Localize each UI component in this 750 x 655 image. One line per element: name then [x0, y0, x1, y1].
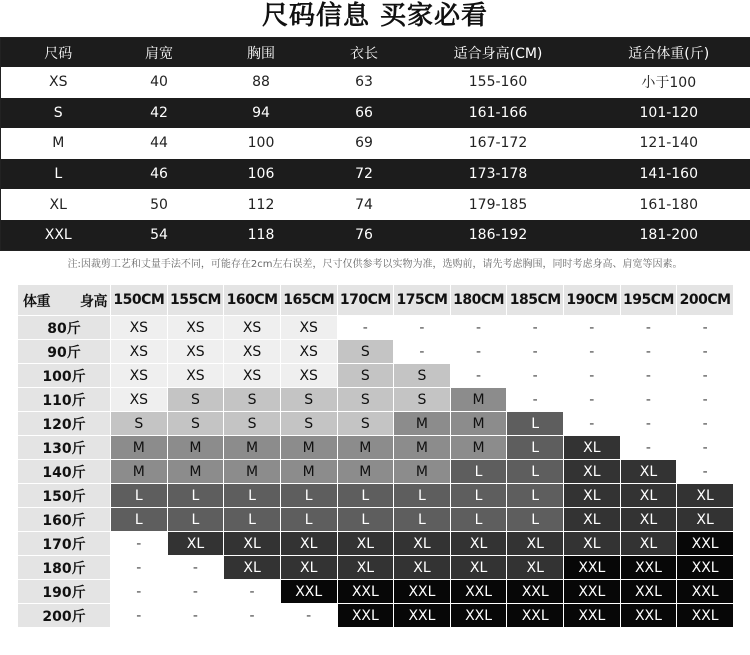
size-cell: XL	[451, 532, 507, 555]
size-cell: L	[507, 412, 563, 435]
size-cell: S	[224, 388, 280, 411]
size-cell: S	[224, 412, 280, 435]
size-cell: -	[281, 604, 337, 627]
size-table-cell: 161-180	[588, 189, 750, 220]
size-cell: M	[338, 460, 394, 483]
weight-label-cell: 180斤	[18, 556, 110, 579]
height-header-cell: 165CM	[281, 285, 337, 315]
weight-label-cell: 130斤	[18, 436, 110, 459]
size-cell: M	[394, 436, 450, 459]
size-table-cell: 63	[320, 67, 409, 98]
size-cell: -	[621, 316, 677, 339]
size-cell: XXL	[564, 580, 620, 603]
page-title: 尺码信息 买家必看	[261, 1, 489, 31]
size-cell: L	[338, 508, 394, 531]
size-cell: L	[394, 508, 450, 531]
size-cell: -	[111, 532, 167, 555]
chart-row	[18, 604, 733, 627]
size-cell: -	[507, 340, 563, 363]
size-cell: -	[677, 364, 733, 387]
size-cell: L	[507, 484, 563, 507]
size-cell: M	[168, 460, 224, 483]
chart-row	[18, 436, 733, 459]
size-table-cell: 94	[203, 98, 320, 129]
size-cell: XS	[168, 364, 224, 387]
size-cell: M	[451, 388, 507, 411]
size-table-cell: 72	[320, 159, 409, 190]
size-cell: XL	[168, 532, 224, 555]
size-cell: -	[507, 364, 563, 387]
chart-row	[18, 340, 733, 363]
chart-row	[18, 316, 733, 339]
size-cell: XL	[621, 532, 677, 555]
size-table-cell: XS	[1, 67, 116, 98]
size-cell: -	[564, 316, 620, 339]
weight-label-cell: 140斤	[18, 460, 110, 483]
chart-row	[18, 580, 733, 603]
size-cell: -	[168, 604, 224, 627]
size-cell: XL	[507, 532, 563, 555]
size-table-cell: 42	[116, 98, 203, 129]
weight-axis-label: 体重	[23, 294, 50, 310]
size-table-cell: 181-200	[588, 220, 750, 251]
chart-corner-cell	[18, 285, 110, 315]
weight-label-cell: 110斤	[18, 388, 110, 411]
size-cell: M	[394, 460, 450, 483]
chart-row	[18, 460, 733, 483]
size-cell: -	[224, 580, 280, 603]
size-table-cell: 40	[116, 67, 203, 98]
size-table-cell: 118	[203, 220, 320, 251]
size-table-cell: M	[1, 128, 116, 159]
size-table-cell: 141-160	[588, 159, 750, 190]
height-header-cell: 200CM	[677, 285, 733, 315]
size-table-cell: 101-120	[588, 98, 750, 129]
size-cell: XL	[281, 532, 337, 555]
size-cell: -	[677, 412, 733, 435]
size-cell: M	[281, 436, 337, 459]
size-cell: -	[677, 340, 733, 363]
height-header-cell: 180CM	[451, 285, 507, 315]
size-cell: XXL	[507, 604, 563, 627]
size-table-cell: 186-192	[409, 220, 588, 251]
size-table-cell: 69	[320, 128, 409, 159]
size-table-cell: 155-160	[409, 67, 588, 98]
size-cell: XXL	[451, 580, 507, 603]
size-cell: XXL	[621, 556, 677, 579]
size-table-header-cell: 肩宽	[116, 38, 203, 68]
size-cell: -	[677, 316, 733, 339]
size-table-cell: 76	[320, 220, 409, 251]
size-cell: -	[564, 388, 620, 411]
size-cell: XS	[281, 316, 337, 339]
size-table-cell: 44	[116, 128, 203, 159]
size-cell: M	[451, 412, 507, 435]
size-cell: XL	[564, 484, 620, 507]
size-table-cell: XXL	[1, 220, 116, 251]
size-cell: -	[394, 340, 450, 363]
height-header-cell: 170CM	[338, 285, 394, 315]
size-cell: XXL	[677, 604, 733, 627]
size-cell: XL	[677, 484, 733, 507]
size-cell: -	[677, 460, 733, 483]
weight-label-cell: 170斤	[18, 532, 110, 555]
size-table-row	[1, 189, 750, 220]
chart-row	[18, 412, 733, 435]
size-table-cell: 100	[203, 128, 320, 159]
size-cell: -	[507, 316, 563, 339]
size-cell: XS	[281, 340, 337, 363]
measurement-note: 注:因裁剪工艺和丈量手法不同，可能存在2cm左右误差，尺寸仅供参考以实物为准，选购前，请先考虑胸围，同时考虑身高、肩宽等因素。	[67, 259, 683, 270]
size-cell: S	[281, 388, 337, 411]
size-cell: XL	[621, 460, 677, 483]
size-cell: -	[564, 364, 620, 387]
size-cell: -	[168, 556, 224, 579]
size-cell: S	[168, 412, 224, 435]
size-table-row	[1, 98, 750, 129]
size-cell: XS	[111, 316, 167, 339]
size-cell: -	[451, 316, 507, 339]
weight-label-cell: 100斤	[18, 364, 110, 387]
height-axis-label: 身高	[80, 294, 107, 310]
weight-label-cell: 120斤	[18, 412, 110, 435]
size-table-row	[1, 159, 750, 190]
size-table-cell: 112	[203, 189, 320, 220]
size-cell: -	[111, 580, 167, 603]
size-table-cell: L	[1, 159, 116, 190]
chart-row	[18, 364, 733, 387]
size-cell: S	[338, 388, 394, 411]
size-cell: XXL	[338, 604, 394, 627]
size-cell: XS	[281, 364, 337, 387]
size-recommendation-chart	[17, 284, 734, 628]
size-table-cell: 121-140	[588, 128, 750, 159]
size-cell: L	[451, 460, 507, 483]
height-header-cell: 175CM	[394, 285, 450, 315]
size-table-cell: XL	[1, 189, 116, 220]
size-cell: L	[224, 484, 280, 507]
size-table-header-cell: 衣长	[320, 38, 409, 68]
size-cell: XXL	[394, 604, 450, 627]
size-cell: L	[507, 460, 563, 483]
size-cell: XXL	[564, 604, 620, 627]
size-cell: XS	[224, 316, 280, 339]
size-cell: M	[451, 436, 507, 459]
size-table-cell: 小于100	[588, 67, 750, 98]
size-cell: M	[338, 436, 394, 459]
size-cell: XL	[224, 532, 280, 555]
size-cell: M	[111, 460, 167, 483]
size-cell: XS	[224, 364, 280, 387]
size-table-cell: 46	[116, 159, 203, 190]
size-cell: XL	[224, 556, 280, 579]
size-cell: L	[451, 484, 507, 507]
size-cell: -	[168, 580, 224, 603]
size-cell: -	[621, 412, 677, 435]
size-cell: S	[338, 364, 394, 387]
size-cell: XXL	[564, 556, 620, 579]
size-cell: S	[281, 412, 337, 435]
size-cell: S	[111, 412, 167, 435]
size-cell: XL	[564, 436, 620, 459]
size-cell: M	[224, 436, 280, 459]
size-cell: -	[621, 364, 677, 387]
size-cell: L	[224, 508, 280, 531]
size-cell: XL	[451, 556, 507, 579]
size-cell: -	[621, 436, 677, 459]
size-cell: -	[507, 388, 563, 411]
size-cell: -	[621, 388, 677, 411]
size-cell: -	[564, 340, 620, 363]
size-table-row	[1, 67, 750, 98]
size-table-cell: 106	[203, 159, 320, 190]
size-cell: -	[394, 316, 450, 339]
size-cell: L	[168, 508, 224, 531]
size-cell: L	[168, 484, 224, 507]
size-cell: -	[677, 388, 733, 411]
chart-header-row	[18, 285, 733, 315]
weight-label-cell: 200斤	[18, 604, 110, 627]
size-cell: S	[394, 364, 450, 387]
size-cell: M	[281, 460, 337, 483]
size-cell: XXL	[677, 580, 733, 603]
size-cell: XXL	[621, 604, 677, 627]
size-cell: -	[111, 604, 167, 627]
size-cell: XL	[564, 460, 620, 483]
size-table-row	[1, 220, 750, 251]
size-cell: XXL	[507, 580, 563, 603]
size-cell: S	[394, 388, 450, 411]
size-cell: XS	[111, 388, 167, 411]
size-cell: L	[281, 508, 337, 531]
weight-label-cell: 190斤	[18, 580, 110, 603]
size-cell: -	[451, 364, 507, 387]
size-table-cell: 179-185	[409, 189, 588, 220]
size-cell: XS	[224, 340, 280, 363]
size-cell: M	[168, 436, 224, 459]
size-cell: XS	[111, 340, 167, 363]
size-table-cell: 161-166	[409, 98, 588, 129]
chart-row	[18, 556, 733, 579]
size-cell: -	[564, 412, 620, 435]
size-cell: -	[224, 604, 280, 627]
height-header-cell: 150CM	[111, 285, 167, 315]
size-cell: M	[394, 412, 450, 435]
size-cell: XL	[394, 556, 450, 579]
weight-label-cell: 90斤	[18, 340, 110, 363]
chart-row	[18, 532, 733, 555]
chart-row	[18, 508, 733, 531]
size-cell: S	[338, 340, 394, 363]
size-cell: L	[451, 508, 507, 531]
size-info-table	[0, 37, 750, 251]
size-cell: -	[621, 340, 677, 363]
size-cell: L	[507, 436, 563, 459]
size-cell: S	[168, 388, 224, 411]
size-table-cell: 88	[203, 67, 320, 98]
size-cell: XL	[338, 556, 394, 579]
size-table-cell: 173-178	[409, 159, 588, 190]
size-table-header-cell: 适合体重(斤)	[588, 38, 750, 68]
height-header-cell: 185CM	[507, 285, 563, 315]
size-cell: XL	[621, 508, 677, 531]
height-header-cell: 155CM	[168, 285, 224, 315]
size-table-cell: S	[1, 98, 116, 129]
size-cell: XL	[564, 508, 620, 531]
height-header-cell: 195CM	[621, 285, 677, 315]
size-table-header-cell: 胸围	[203, 38, 320, 68]
size-cell: M	[224, 460, 280, 483]
size-cell: XXL	[338, 580, 394, 603]
size-cell: XL	[677, 508, 733, 531]
size-cell: XS	[168, 316, 224, 339]
size-cell: XL	[394, 532, 450, 555]
size-table-cell: 54	[116, 220, 203, 251]
size-cell: XL	[564, 532, 620, 555]
size-cell: -	[677, 436, 733, 459]
size-cell: S	[338, 412, 394, 435]
size-table-cell: 74	[320, 189, 409, 220]
size-cell: L	[111, 484, 167, 507]
size-cell: L	[507, 508, 563, 531]
height-header-cell: 190CM	[564, 285, 620, 315]
size-cell: -	[451, 340, 507, 363]
size-table-cell: 167-172	[409, 128, 588, 159]
chart-row	[18, 388, 733, 411]
size-table-header-cell: 适合身高(CM)	[409, 38, 588, 68]
size-cell: M	[111, 436, 167, 459]
size-table-cell: 66	[320, 98, 409, 129]
size-cell: XL	[281, 556, 337, 579]
size-table-row	[1, 128, 750, 159]
size-cell: L	[111, 508, 167, 531]
size-cell: -	[338, 316, 394, 339]
size-cell: XS	[111, 364, 167, 387]
size-cell: L	[338, 484, 394, 507]
size-table-header-row	[1, 38, 750, 68]
size-cell: XXL	[451, 604, 507, 627]
size-cell: XS	[168, 340, 224, 363]
size-table-header-cell: 尺码	[1, 38, 116, 68]
size-cell: XXL	[621, 580, 677, 603]
weight-label-cell: 160斤	[18, 508, 110, 531]
chart-row	[18, 484, 733, 507]
size-cell: XXL	[394, 580, 450, 603]
size-cell: -	[111, 556, 167, 579]
size-cell: XXL	[677, 556, 733, 579]
size-cell: XL	[338, 532, 394, 555]
size-cell: L	[394, 484, 450, 507]
size-cell: XL	[621, 484, 677, 507]
size-cell: XXL	[281, 580, 337, 603]
size-table-cell: 50	[116, 189, 203, 220]
size-cell: XXL	[677, 532, 733, 555]
size-cell: XL	[507, 556, 563, 579]
weight-label-cell: 150斤	[18, 484, 110, 507]
size-cell: L	[281, 484, 337, 507]
weight-label-cell: 80斤	[18, 316, 110, 339]
height-header-cell: 160CM	[224, 285, 280, 315]
